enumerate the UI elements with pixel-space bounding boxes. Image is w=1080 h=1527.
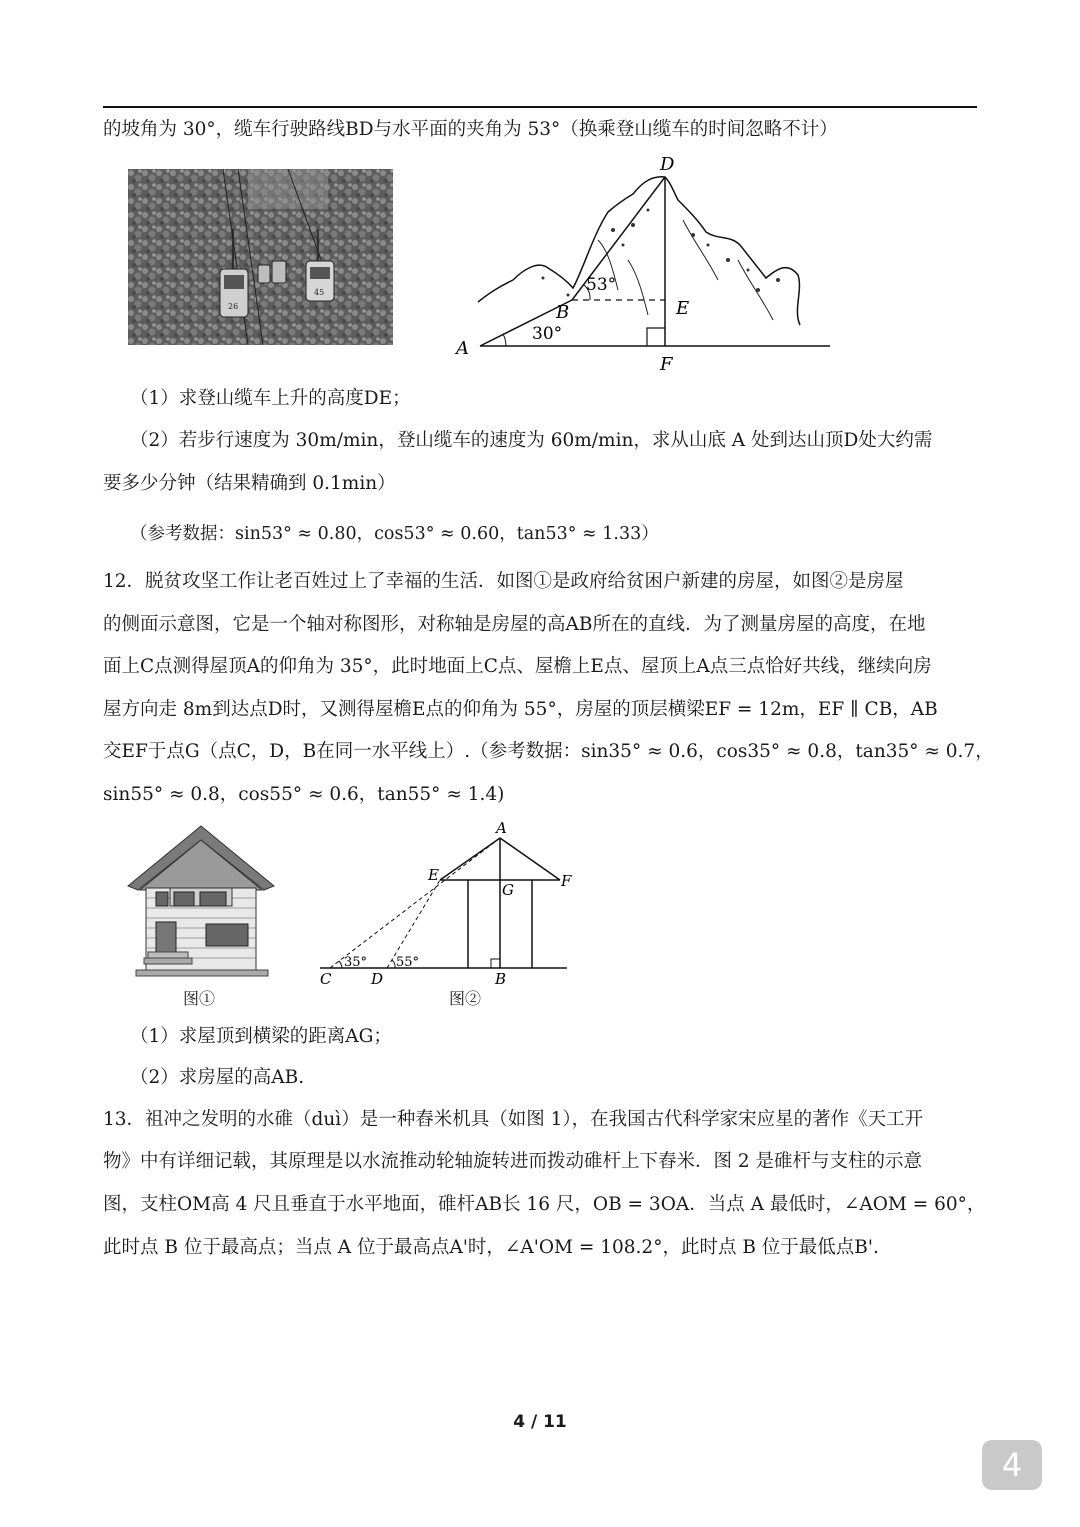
car-number-1: 26 xyxy=(228,302,239,311)
q12-sub2: （2）求房屋的高AB. xyxy=(130,1067,305,1088)
fig2-label-F: F xyxy=(561,872,572,890)
cable-car-photo-icon xyxy=(128,169,393,345)
fig2-label-A: A xyxy=(496,819,507,837)
q11-intro-line: 的坡角为 30°，缆车行驶路线BD与水平面的夹角为 53°（换乘登山缆车的时间忽略不计） xyxy=(103,119,838,140)
fig2-label-B: B xyxy=(495,970,507,988)
figure-1-caption: 图① xyxy=(183,989,216,1008)
angle-53-label: 53° xyxy=(586,275,617,295)
q12-line-6: sin55° ≈ 0.8，cos55° ≈ 0.6，tan55° ≈ 1.4) xyxy=(103,784,505,805)
label-A: A xyxy=(456,338,469,359)
q13-line-1: 13．祖冲之发明的水碓（duì）是一种舂米机具（如图 1），在我国古代科学家宋应星的著作《天工开 xyxy=(103,1109,924,1130)
label-B: B xyxy=(556,302,570,323)
page-indicator: 4 / 11 xyxy=(513,1412,567,1432)
q13-line-2: 物》中有详细记载，其原理是以水流推动轮轴旋转进而拨动碓杆上下舂米．图 2 是碓杆与支柱的示意 xyxy=(103,1151,923,1172)
q12-line-1: 12．脱贫攻坚工作让老百姓过上了幸福的生活．如图①是政府给贫困户新建的房屋，如图②是房屋 xyxy=(103,571,904,592)
house-drawing-icon xyxy=(126,824,276,984)
page-badge[interactable]: 4 xyxy=(982,1440,1042,1490)
fig2-angle-35: 35° xyxy=(344,955,368,970)
angle-30-label: 30° xyxy=(532,324,563,344)
header-rule xyxy=(103,106,977,108)
label-D: D xyxy=(660,154,675,175)
cable-car-photo xyxy=(128,169,393,345)
fig2-angle-55: 55° xyxy=(396,955,420,970)
q11-sub1: （1）求登山缆车上升的高度DE； xyxy=(130,388,411,409)
label-E: E xyxy=(676,298,690,319)
q12-line-2: 的侧面示意图，它是一个轴对称图形，对称轴是房屋的高AB所在的直线．为了测量房屋的高度，在地 xyxy=(103,614,926,635)
fig2-label-C: C xyxy=(320,970,332,988)
q12-line-3: 面上C点测得屋顶A的仰角为 35°，此时地面上C点、屋檐上E点、屋顶上A点三点恰好共线，继续向房 xyxy=(103,656,932,677)
q12-sub1: （1）求屋顶到横梁的距离AG； xyxy=(130,1026,392,1047)
figure-2-caption: 图② xyxy=(449,989,482,1008)
q11-sub2-line2: 要多少分钟（结果精确到 0.1min） xyxy=(103,473,396,494)
mountain-figure xyxy=(448,150,838,375)
q13-line-4: 此时点 B 位于最高点；当点 A 位于最高点A'时，∠A'OM = 108.2°，此时点 B 位于最低点B'. xyxy=(103,1237,879,1258)
q12-line-4: 屋方向走 8m到达点D时，又测得屋檐E点的仰角为 55°，房屋的顶层横梁EF = 12m，EF ∥ CB，AB xyxy=(103,699,938,720)
q13-line-3: 图，支柱OM高 4 尺且垂直于水平地面，碓杆AB长 16 尺，OB = 3OA．当点 A 最低时，∠AOM = 60°， xyxy=(103,1194,986,1215)
q11-reference: （参考数据：sin53° ≈ 0.80，cos53° ≈ 0.60，tan53° ≈ 1.33） xyxy=(130,524,659,544)
fig2-label-D: D xyxy=(371,970,384,988)
house-geometry-figure xyxy=(312,818,582,988)
label-F: F xyxy=(660,354,673,375)
fig2-label-E: E xyxy=(428,866,439,884)
q11-sub2-line1: （2）若步行速度为 30m/min，登山缆车的速度为 60m/min，求从山底 A 处到达山顶D处大约需 xyxy=(130,430,933,451)
fig2-label-G: G xyxy=(502,881,514,899)
q12-line-5: 交EF于点G（点C，D，B在同一水平线上）.（参考数据：sin35° ≈ 0.6，cos35° ≈ 0.8，tan35° ≈ 0.7， xyxy=(103,741,994,762)
car-number-2: 45 xyxy=(314,288,325,297)
